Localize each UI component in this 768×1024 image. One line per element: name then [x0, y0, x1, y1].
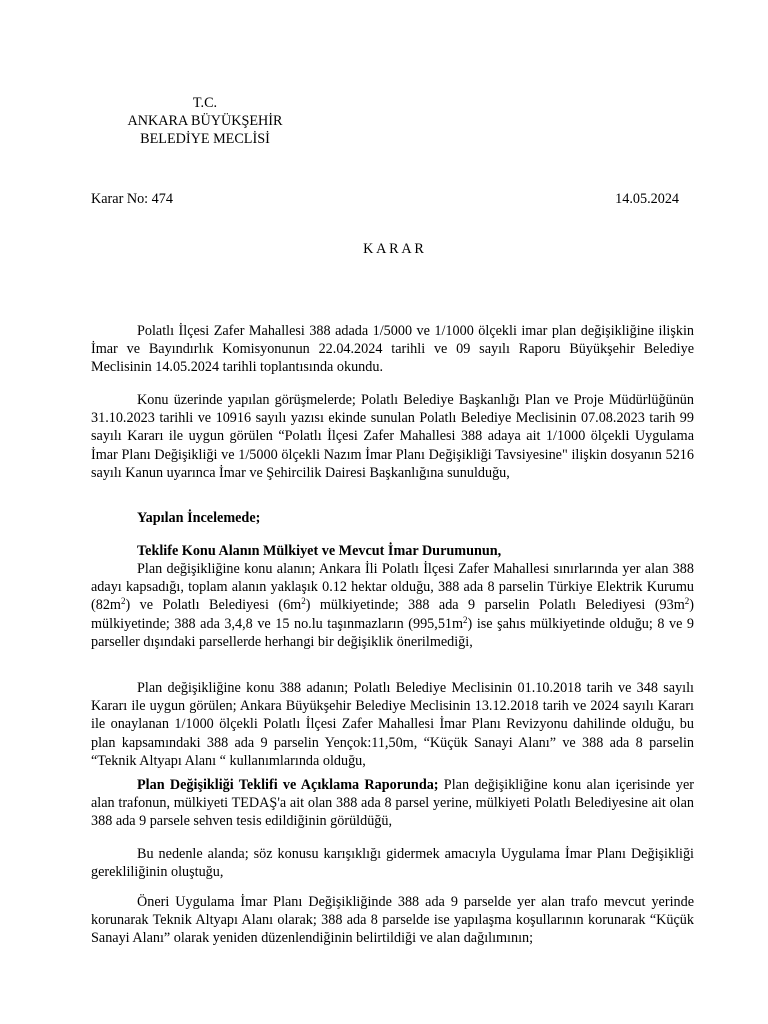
ownership-text-e: ) ise şahıs mülkiyetinde olduğu; 8 ve 9 parseller dışındaki parsellerde herhangi bir değişiklik önerilmediği, — [91, 615, 695, 650]
paragraph-intro: Polatlı İlçesi Zafer Mahallesi 388 adada 1/5000 ve 1/1000 ölçekli imar plan değişikliğine ilişkin İmar ve Bayındırlık Komisyonunun 22.04.2024 tarihli ve 09 sayılı Raporu Büyükşehir Belediye Meclisinin 14.05.2024 tarihli toplantısında okundu. — [91, 323, 694, 376]
paragraph-proposed-change: Öneri Uygulama İmar Planı Değişikliğinde 388 ada 9 parselde yer alan trafo mevcut yerinde korunarak Teknik Altyapı Alanı olarak; 388 ada 8 parselde ise yapılaşma koşullarının korunarak “Küçük Sanayi Alanı” olarak yeniden düzenlendiğinin belirtildiği ve alan dağılımının; — [91, 894, 694, 947]
decision-date: 14.05.2024 — [615, 191, 679, 207]
header-council: BELEDİYE MECLİSİ — [140, 131, 270, 147]
superscript: 2 — [684, 596, 690, 607]
heading-examination: Yapılan İncelemede; — [137, 510, 261, 526]
proposal-report-text: Plan değişikliğine konu alan içerisinde yer alan trafonun, mülkiyeti TEDAŞ'a ait olan 388 ada 8 parsel yerine, mülkiyeti Polatlı Belediyesine ait olan 388 ada 9 parsele sehven tesis edildiğinin görüldüğü, — [91, 777, 694, 830]
document-title: K A R A R — [363, 241, 424, 257]
paragraph-current-plan: Plan değişikliğine konu 388 adanın; Polatlı Belediye Meclisinin 01.10.2018 tarih ve 348 sayılı Kararı ile uygun görülen; Ankara Büyükşehir Belediye Meclisinin 13.12.2018 tarih ve 2024 sayılı Kararı ile onaylanan 1/1000 ölçekli Polatlı İlçesi Zafer Mahallesi İmar Planı Revizyonu dahilinde olduğu, bu plan kapsamındaki 388 ada 9 parselin Yençok:11,50m, “Küçük Sanayi Alanı” ve 388 ada 8 parselin “Teknik Altyapı Alanı “ kullanımlarında olduğu, — [91, 680, 694, 769]
superscript: 2 — [301, 596, 306, 607]
superscript: 2 — [120, 596, 126, 607]
superscript: 2 — [463, 614, 468, 625]
paragraph-proposal-report — [91, 776, 694, 831]
heading-ownership: Teklife Konu Alanın Mülkiyet ve Mevcut İmar Durumunun, — [137, 543, 502, 559]
ownership-text-b: ) ve Polatlı Belediyesi (6m — [125, 597, 302, 614]
header-municipality: ANKARA BÜYÜKŞEHİR — [127, 113, 283, 129]
ownership-text-c: ) mülkiyetinde; 388 ada 9 parselin Polatlı Belediyesi (93m — [305, 597, 685, 614]
header-tc: T.C. — [192, 95, 218, 111]
ownership-text-d: ) mülkiyetinde; 388 ada 3,4,8 ve 15 no.lu taşınmazların (995,51m — [91, 597, 695, 632]
paragraph-ownership — [91, 560, 694, 651]
decision-number: Karar No: 474 — [91, 191, 173, 207]
proposal-report-label: Plan Değişikliği Teklifi ve Açıklama Raporunda; — [137, 777, 439, 793]
paragraph-necessity: Bu nedenle alanda; söz konusu karışıklığı gidermek amacıyla Uygulama İmar Planı Değişikliği gerekliliğinin oluştuğu, — [91, 846, 694, 881]
paragraph-discussion: Konu üzerinde yapılan görüşmelerde; Polatlı Belediye Başkanlığı Plan ve Proje Müdürlüğünün 31.10.2023 tarihli ve 10916 sayılı yazısı ekinde sunulan Polatlı Belediye Meclisinin 07.08.2023 tarih 99 sayılı Kararı ile uygun görülen “Polatlı İlçesi Zafer Mahallesi 388 adaya ait 1/1000 ölçekli Uygulama İmar Planı Değişikliği ve 1/5000 ölçekli Nazım İmar Planı Değişikliği Tavsiyesine" ilişkin dosyanın 5216 sayılı Kanun uyarınca İmar ve Şehircilik Dairesi Başkanlığına sunulduğu, — [91, 392, 694, 481]
ownership-text-a: Plan değişikliğine konu alanın; Ankara İli Polatlı İlçesi Zafer Mahallesi sınırlarında yer alan 388 adayı kapsadığı, toplam alanın yaklaşık 0.12 hektar olduğu, 388 ada 8 parselin Türkiye Elektrik Kurumu (82m — [91, 561, 694, 614]
